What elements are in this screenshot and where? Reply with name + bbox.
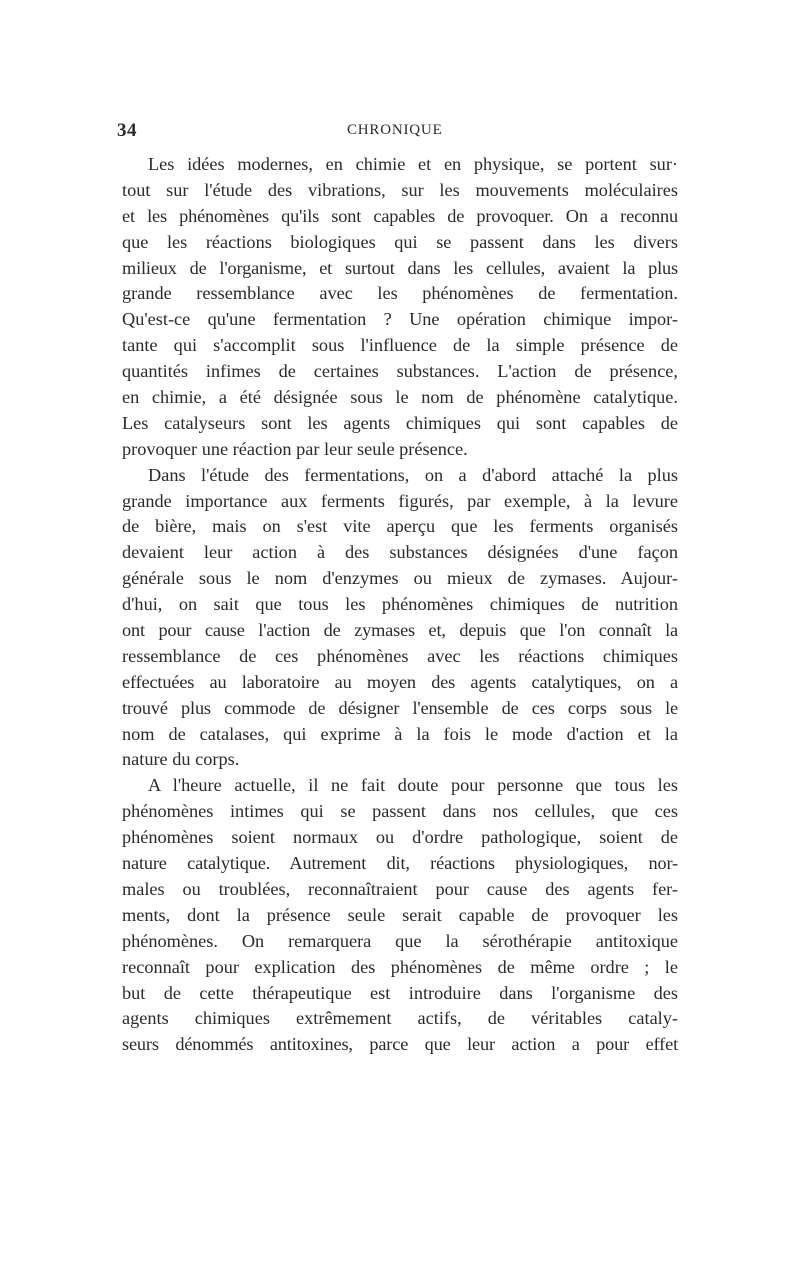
text-line: grande importance aux ferments figurés, par exemple, à la levure (122, 490, 678, 511)
text-line: trouvé plus commode de désigner l'ensemble de ces corps sous le (122, 697, 678, 718)
page-header (117, 120, 677, 144)
text-line: reconnaît pour explication des phénomènes de même ordre ; le (122, 956, 678, 977)
text-line: nom de catalases, qui exprime à la fois le mode d'action et la (122, 723, 678, 744)
text-line: nature du corps. (122, 749, 240, 770)
paragraph (122, 773, 678, 1058)
page-number: 34 (117, 120, 137, 141)
text-line: générale sous le nom d'enzymes ou mieux de zymases. Aujour- (122, 568, 678, 589)
text-line: devaient leur action à des substances désignées d'une façon (122, 542, 678, 563)
text-line: effectuées au laboratoire au moyen des agents catalytiques, on a (122, 671, 678, 692)
text-line: grande ressemblance avec les phénomènes de fermentation. (122, 283, 678, 304)
text-line: en chimie, a été désignée sous le nom de phénomène catalytique. (122, 387, 678, 408)
text-line: provoquer une réaction par leur seule présence. (122, 438, 468, 459)
text-line: ments, dont la présence seule serait capable de provoquer les (122, 904, 678, 925)
text-line: tout sur l'étude des vibrations, sur les mouvements moléculaires (122, 179, 678, 200)
text-line: Les catalyseurs sont les agents chimiques qui sont capables de (122, 412, 678, 433)
paragraph (122, 463, 678, 774)
text-line: milieux de l'organisme, et surtout dans les cellules, avaient la plus (122, 257, 678, 278)
text-line: Les idées modernes, en chimie et en physique, se portent sur· (148, 154, 678, 174)
text-line: de bière, mais on s'est vite aperçu que les ferments organisés (122, 516, 678, 537)
text-line: but de cette thérapeutique est introduire dans l'organisme des (122, 982, 678, 1003)
text-line: A l'heure actuelle, il ne fait doute pour personne que tous les (148, 775, 678, 796)
text-line: Qu'est-ce qu'une fermentation ? Une opération chimique impor- (122, 309, 678, 330)
text-line: et les phénomènes qu'ils sont capables de provoquer. On a reconnu (122, 205, 678, 226)
text-line: ont pour cause l'action de zymases et, depuis que l'on connaît la (122, 620, 678, 641)
text-line: que les réactions biologiques qui se passent dans les divers (122, 231, 678, 252)
paragraph (122, 152, 678, 463)
text-line: agents chimiques extrêmement actifs, de véritables cataly- (122, 1008, 678, 1029)
text-line: seurs dénommés antitoxines, parce que leur action a pour effet (122, 1034, 678, 1055)
text-line: d'hui, on sait que tous les phénomènes chimiques de nutrition (122, 594, 678, 615)
text-line: tante qui s'accomplit sous l'influence de la simple présence de (122, 335, 678, 356)
text-line: males ou troublées, reconnaîtraient pour cause des agents fer- (122, 878, 678, 899)
text-line: phénomènes intimes qui se passent dans nos cellules, que ces (122, 801, 678, 822)
running-title: CHRONIQUE (347, 122, 443, 138)
text-line: Dans l'étude des fermentations, on a d'abord attaché la plus (148, 464, 678, 485)
text-line: nature catalytique. Autrement dit, réactions physiologiques, nor- (122, 853, 678, 874)
page-body (122, 152, 678, 1058)
text-line: phénomènes. On remarquera que la sérothérapie antitoxique (122, 930, 678, 951)
text-line: ressemblance de ces phénomènes avec les réactions chimiques (122, 645, 678, 666)
text-line: quantités infimes de certaines substances. L'action de présence, (122, 361, 678, 382)
text-line: phénomènes soient normaux ou d'ordre pathologique, soient de (122, 827, 678, 848)
